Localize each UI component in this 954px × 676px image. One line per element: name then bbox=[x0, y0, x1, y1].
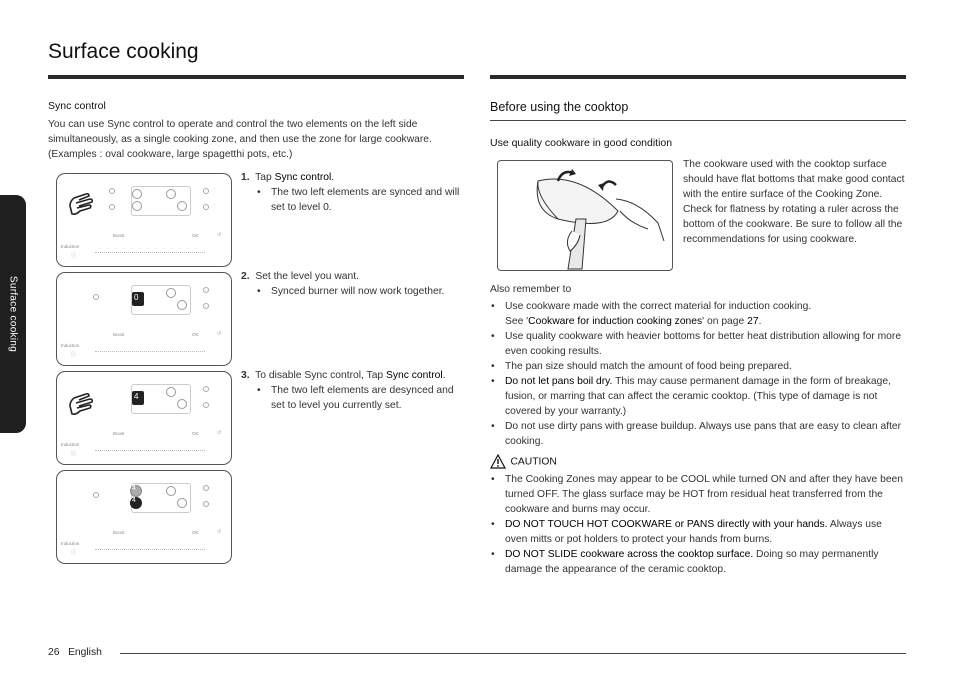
side-tab-label: Surface cooking bbox=[7, 275, 19, 353]
hand-tap-icon bbox=[68, 190, 96, 220]
page-number: 26 bbox=[48, 647, 60, 658]
remember-heading: Also remember to bbox=[490, 284, 572, 295]
list-item: • Do not use dirty pans with grease buildup. Always use pans that are easy to clean after cooking. bbox=[490, 419, 906, 449]
list-item: • Do not let pans boil dry. This may cause permanent damage in the form of breakage, fusion, or marring that can affect the ceramic cooktop. (This type of damage is not covered by your warranty.) bbox=[490, 374, 906, 419]
cookware-description: The cookware used with the cooktop surface should have flat bottoms that make good contact with the entire surface of the Cooking Zone. Check for flatness by rotating a ruler across the bottom of the cookware. Be sure to follow all the recommendations for using cookware. bbox=[683, 159, 905, 245]
footer-rule bbox=[120, 653, 906, 654]
step-3-bullet: • The two left elements are desynced and set to level you currently set. bbox=[256, 383, 466, 413]
list-item: • DO NOT SLIDE cookware across the cooktop surface. Doing so may permanently damage the appearance of the ceramic cooktop. bbox=[490, 547, 906, 577]
cooktop-panel-1: Boost OK Induction ⓘ ↺ bbox=[56, 173, 232, 267]
page-title: Surface cooking bbox=[48, 40, 199, 63]
list-item: • Use quality cookware with heavier bottoms for better heat distribution allowing for more even cooking results. bbox=[490, 329, 906, 359]
cookware-flatness-illustration bbox=[497, 160, 673, 271]
step-3: 3. To disable Sync control, Tap Sync control. • The two left elements are desynced and set to level you currently set. bbox=[241, 368, 466, 413]
cooktop-panel-4: 4 4 Boost OK Induction ⓘ ↺ bbox=[56, 470, 232, 564]
list-item: • Use cookware made with the correct material for induction cooking. See 'Cookware for induction cooking zones' on page 27. bbox=[490, 299, 906, 329]
before-using-heading: Before using the cooktop bbox=[490, 100, 629, 114]
pan-ruler-icon bbox=[498, 161, 672, 270]
list-item: • The pan size should match the amount of food being prepared. bbox=[490, 359, 906, 374]
caution-list bbox=[490, 472, 906, 577]
warning-triangle-icon bbox=[490, 454, 506, 469]
header-rule-right bbox=[490, 75, 906, 79]
step-1: 1. Tap Sync control. • The two left elements are synced and will set to level 0. bbox=[241, 170, 466, 215]
quality-cookware-heading: Use quality cookware in good condition bbox=[490, 137, 673, 149]
cookware-link[interactable]: Cookware for induction cooking zones bbox=[528, 316, 703, 327]
list-item: • DO NOT TOUCH HOT COOKWARE or PANS directly with your hands. Always use oven mitts or pot holders to protect your hands from burns. bbox=[490, 517, 906, 547]
caution-header bbox=[490, 453, 557, 469]
section-rule bbox=[490, 120, 906, 121]
remember-list bbox=[490, 299, 906, 449]
cooktop-panel-3: 4 Boost OK Induction ⓘ ↺ bbox=[56, 371, 232, 465]
step-2: 2. Set the level you want. • Synced burner will now work together. bbox=[241, 269, 466, 299]
footer bbox=[48, 645, 102, 660]
step-1-bullet: • The two left elements are synced and will set to level 0. bbox=[256, 185, 466, 215]
header-rule-left bbox=[48, 75, 464, 79]
caution-label: CAUTION bbox=[510, 456, 557, 468]
hand-tap-icon bbox=[68, 390, 96, 420]
list-item: • The Cooking Zones may appear to be COOL while turned ON and after they have been turned OFF. The glass surface may be HOT from residual heat transferred from the cookware and burns may occur. bbox=[490, 472, 906, 517]
footer-language: English bbox=[68, 647, 102, 658]
side-tab bbox=[0, 195, 26, 433]
sync-control-intro: You can use Sync control to operate and control the two elements on the left side simultaneously, as a single cooking zone, and then use the zone for large cookware. (Examples : oval cookware, large spagetthi pots, etc.) bbox=[48, 119, 432, 160]
cooktop-panel-2: 0 Boost OK Induction ⓘ ↺ bbox=[56, 272, 232, 366]
sync-control-heading: Sync control bbox=[48, 100, 106, 112]
step-2-bullet: • Synced burner will now work together. bbox=[256, 284, 466, 299]
